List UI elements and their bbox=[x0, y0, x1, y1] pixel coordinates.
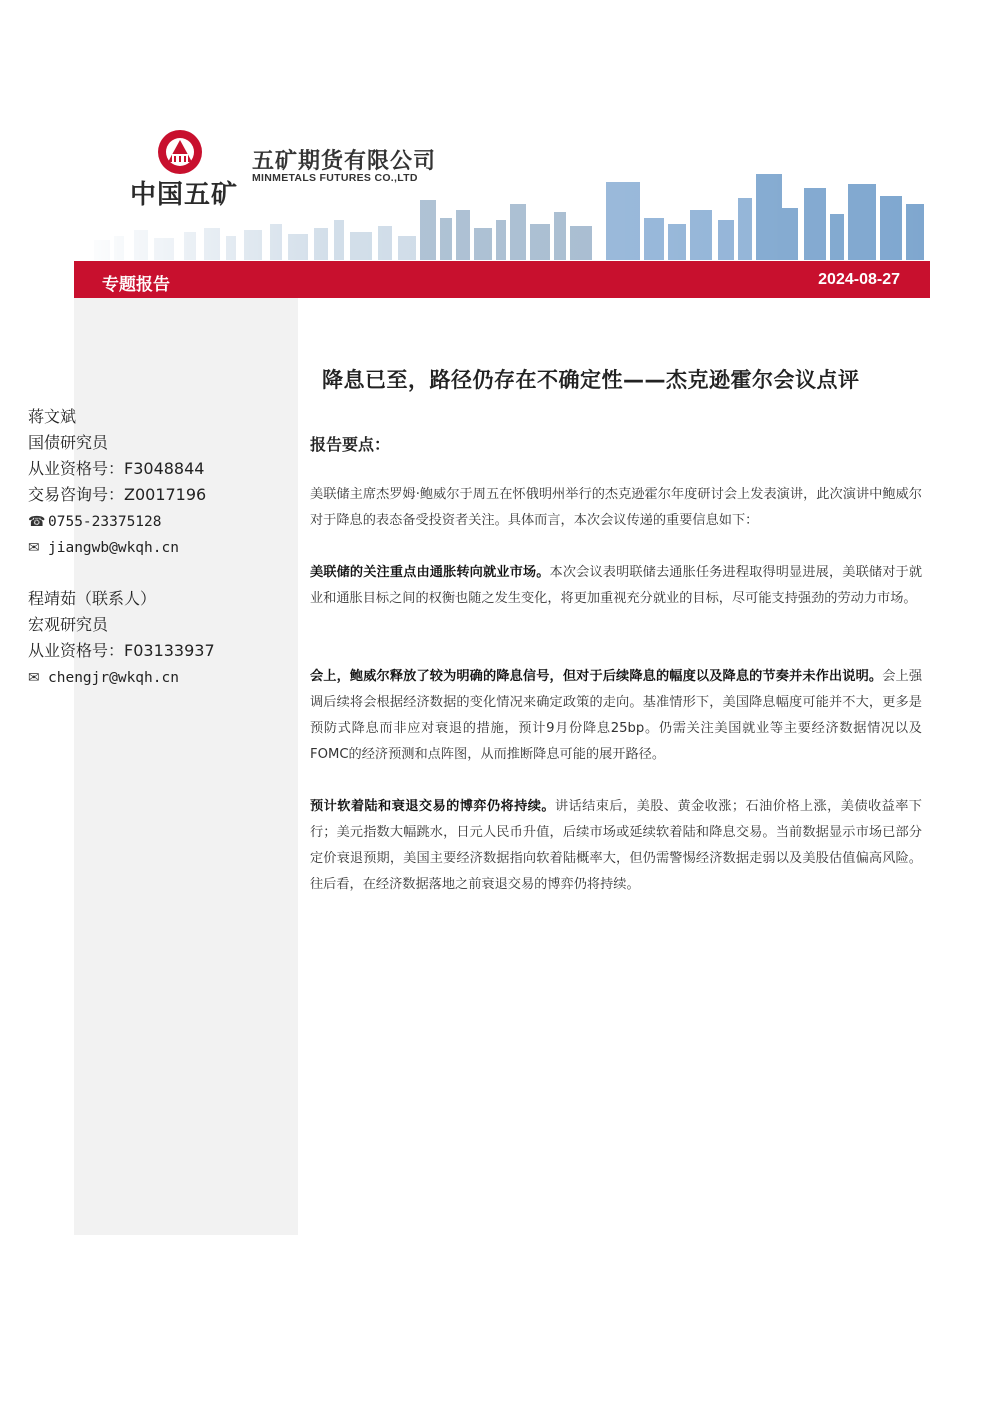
phone-icon: ☎ bbox=[28, 514, 46, 530]
author-name: 程靖茹（联系人） bbox=[28, 589, 157, 608]
paragraph-text: 讲话结束后，美股、黄金收涨；石油价格上涨，美债收益率下行；美元指数大幅跳水，日元人民币升值，后续市场或延续软着陆和降息交易。当前数据显示市场已部分定价衰退预期，美国主要经济数据指向软着陆概率大，但仍需警惕经济数据走弱以及美股估值偏高风险。往后看，在经济数据落地之前衰退交易的博弈仍将持续。 bbox=[310, 799, 922, 892]
logo-wordmark: 中国五矿 bbox=[130, 180, 239, 210]
email-address[interactable]: jiangwb@wkqh.cn bbox=[48, 540, 179, 556]
report-header bbox=[74, 100, 930, 260]
paragraph-text: 本次会议表明联储去通胀任务进程取得明显进展，美联储对于就业和通胀目标之间的权衡也随之发生变化，将更加重视充分就业的目标，尽可能支持强劲的劳动力市场。 bbox=[310, 565, 923, 606]
company-name-cn: 五矿期货有限公司 bbox=[252, 149, 437, 174]
author-name: 蒋文斌 bbox=[28, 407, 77, 426]
author-title: 宏观研究员 bbox=[28, 615, 109, 634]
author-card-2 bbox=[28, 586, 215, 690]
author-card-1 bbox=[28, 404, 206, 560]
author-phone bbox=[28, 508, 206, 534]
report-banner bbox=[74, 261, 930, 298]
paragraph-lead: 美联储的关注重点由通胀转向就业市场。 bbox=[310, 565, 550, 580]
report-date: 2024-08-27 bbox=[818, 271, 900, 288]
paragraph-employment-focus bbox=[310, 560, 922, 612]
author-qualification: 从业资格号：F03133937 bbox=[28, 641, 215, 660]
minmetals-emblem-icon bbox=[156, 128, 204, 176]
paragraph-text: 会上强调后续将会根据经济数据的变化情况来确定政策的走向。基准情形下，美国降息幅度可能并不大，更多是预防式降息而非应对衰退的措施，预计9月份降息25bp。仍需关注美国就业等主要经济数据情况以及FOMC的经济预测和点阵图，从而推断降息可能的展开路径。 bbox=[310, 669, 923, 762]
email-icon: ✉ bbox=[28, 540, 40, 556]
author-email[interactable] bbox=[28, 664, 215, 690]
report-type: 专题报告 bbox=[102, 275, 170, 295]
section-heading: 报告要点： bbox=[310, 435, 391, 454]
paragraph-soft-landing bbox=[310, 794, 922, 898]
author-qualification: 从业资格号：F3048844 bbox=[28, 459, 205, 478]
phone-number: 0755-23375128 bbox=[48, 514, 162, 530]
paragraph-intro bbox=[310, 482, 922, 534]
email-address[interactable]: chengjr@wkqh.cn bbox=[48, 670, 179, 686]
paragraph-rate-cut-signal bbox=[310, 664, 922, 768]
report-title: 降息已至，路径仍存在不确定性——杰克逊霍尔会议点评 bbox=[322, 368, 860, 392]
author-trading-consult: 交易咨询号：Z0017196 bbox=[28, 485, 207, 504]
email-icon: ✉ bbox=[28, 670, 40, 686]
paragraph-lead: 会上，鲍威尔释放了较为明确的降息信号，但对于后续降息的幅度以及降息的节奏并未作出说明。 bbox=[310, 669, 883, 684]
paragraph-lead: 预计软着陆和衰退交易的博弈仍将持续。 bbox=[310, 799, 555, 814]
author-title: 国债研究员 bbox=[28, 433, 109, 452]
paragraph-text: 美联储主席杰罗姆·鲍威尔于周五在怀俄明州举行的杰克逊霍尔年度研讨会上发表演讲，此次演讲中鲍威尔对于降息的表态备受投资者关注。具体而言，本次会议传递的重要信息如下： bbox=[310, 487, 922, 528]
company-name-en: MINMETALS FUTURES CO.,LTD bbox=[252, 172, 418, 184]
author-email[interactable] bbox=[28, 534, 206, 560]
